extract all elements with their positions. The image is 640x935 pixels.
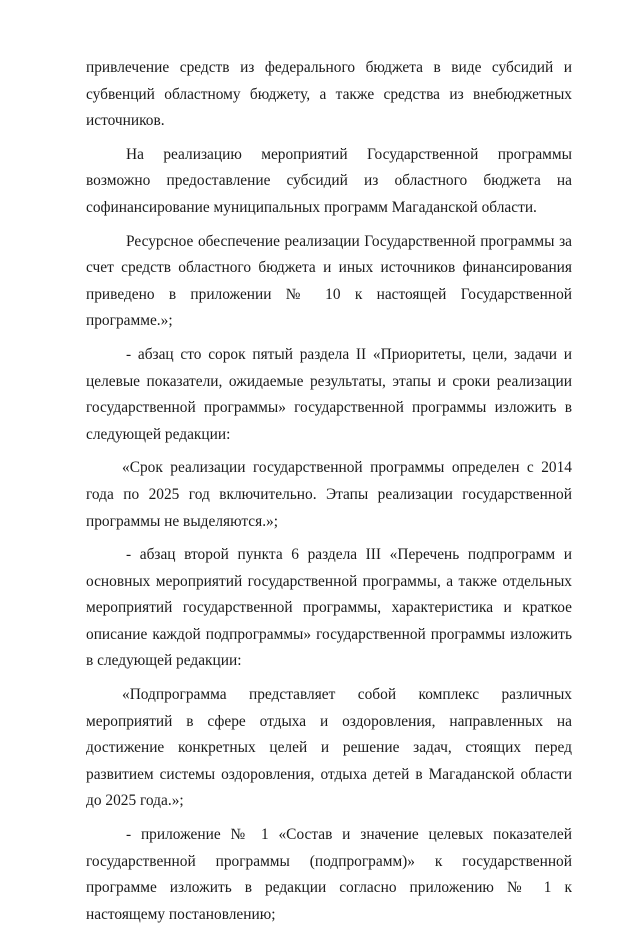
paragraph-amendment-section-2: - абзац сто сорок пятый раздела II «Приоритеты, цели, задачи и целевые показатели, ожидаемые результаты, этапы и сроки реализации государственной программы» государственной программы изложить в следующей редакции:	[86, 345, 572, 443]
paragraph-funding-sources: привлечение средств из федерального бюджета в виде субсидий и субвенций областному бюджету, а также средства из внебюджетных источников.	[86, 59, 572, 130]
paragraph-quote-subprogram: «Подпрограмма представляет собой комплекс различных мероприятий в сфере отдыха и оздоровления, направленных на достижение конкретных целей и решение задач, стоящих перед развитием системы оздоровления, отдыха детей в Магаданской области до 2025 года.»;	[86, 686, 572, 810]
paragraph-resource-provision: Ресурсное обеспечение реализации Государственной программы за счет средств областного бюджета и иных источников финансирования приведено в приложении № 10 к настоящей Государственной программе.»;	[86, 232, 572, 330]
paragraph-amendment-appendix-1: - приложение № 1 «Состав и значение целевых показателей государственной программы (подпрограмм)» к государственной программе изложить в редакции согласно приложению № 1 к настоящему постановлению;	[86, 826, 572, 923]
document-body	[86, 55, 572, 935]
paragraph-quote-term: «Срок реализации государственной программы определен с 2014 года по 2025 год включительно. Этапы реализации государственной программы не выделяются.»;	[86, 459, 572, 530]
paragraph-municipal-subsidies: На реализацию мероприятий Государственной программы возможно предоставление субсидий из областного бюджета на софинансирование муниципальных программ Магаданской области.	[86, 145, 572, 216]
paragraph-amendment-section-3: - абзац второй пункта 6 раздела III «Перечень подпрограмм и основных мероприятий государственной программы, а также отдельных мероприятий государственной программы, характеристика и краткое описание каждой подпрограммы» государственной программы изложить в следующей редакции:	[86, 546, 572, 670]
